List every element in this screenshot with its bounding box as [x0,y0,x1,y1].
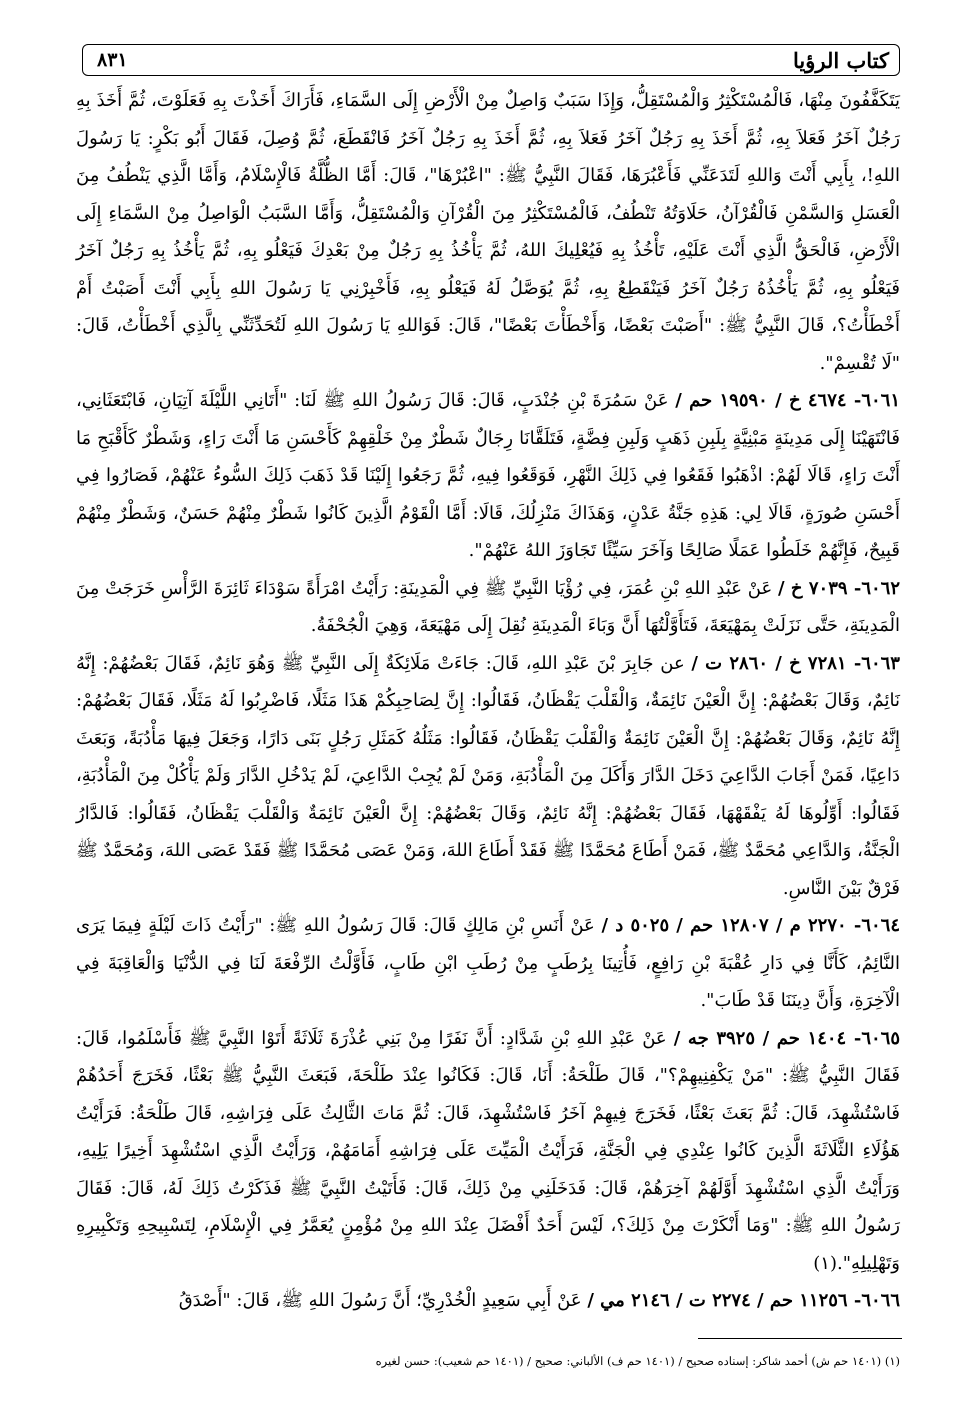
page-header [82,44,900,76]
footnote-divider [698,1338,902,1339]
paragraph-text: يَتَكَفَّفُونَ مِنْهَا، فَالْمُسْتَكْثِرُ وَالْمُسْتَقِلُّ، وَإِذَا سَبَبٌ وَاصِلٌ مِنْ الْأَرْضِ إِلَى السَّمَاءِ، فَأَرَاكَ أَخَذْتَ بِهِ فَعَلَوْتَ، ثُمَّ أَخَذَ بِهِ رَجُلٌ آخَرُ فَعَلاَ بِهِ، ثُمَّ أَخَذَ بِهِ رَجُلٌ آخَرُ فَعَلاَ بِهِ، ثُمَّ أَخَذَ بِهِ رَجُلٌ آخَرُ فَانْقَطَعَ، ثُمَّ وُصِلَ، فَقَالَ أَبُو بَكْرٍ: يَا رَسُولَ اللهِ!، بِأَبِي أَنْتَ وَاللهِ لَتَدَعَنِّي فَأَعْبُرَهَا، فَقَالَ النَّبِيُّ ﷺ: "اعْبُرْهَا"، قَالَ: أَمَّا الظُّلَّةُ فَالْإِسْلَامُ، وَأَمَّا الَّذِي يَنْطُفُ مِنَ الْعَسَلِ وَالسَّمْنِ فَالْقُرْآنُ، حَلَاوَتُهُ تَنْطُفُ، فَالْمُسْتَكْثِرُ مِنَ الْقُرْآنِ وَالْمُسْتَقِلُّ، وَأَمَّا السَّبَبُ الْوَاصِلُ مِنْ السَّمَاءِ إِلَى الْأَرْضِ، فَالْحَقُّ الَّذِي أَنْتَ عَلَيْهِ، تَأْخُذُ بِهِ فَيُعْلِيكَ اللهُ، ثُمَّ يَأْخُذُ بِهِ رَجُلٌ مِنْ بَعْدِكَ فَيَعْلُو بِهِ، ثُمَّ يَأْخُذُ بِهِ رَجُلٌ آخَرُ فَيَعْلُو بِهِ، ثُمَّ يَأْخُذُهُ رَجُلٌ آخَرُ فَيَنْقَطِعُ بِهِ، ثُمَّ يُوَصَّلُ لَهُ فَيَعْلُو بِهِ، فَأَخْبِرْنِي يَا رَسُولَ اللهِ بِأَبِي أَنْتَ أَصَبْتُ أَمْ أَخْطَأْتُ؟، قَالَ النَّبِيُّ ﷺ: "أَصَبْتَ بَعْضًا، وَأَخْطَأْتَ بَعْضًا"، قَالَ: فَوَاللهِ يَا رَسُولَ اللهِ لَتُحَدِّثَنِّي بِالَّذِي أَخْطَأْتُ، قَالَ: "لَا تُقْسِمْ". [76,90,900,374]
hadith-text: عَنْ سَمُرَةَ بْنِ جُنْدَبٍ، قَالَ: قَالَ رَسُولُ اللهِ ﷺ لَنَا: "أَتَانِي اللَّيْلَةَ آتِيَانِ، فَابْتَعَثَانِي، فَانْتَهَيْنَا إِلَى مَدِينَةٍ مَبْنِيَّةٍ بِلَبِنِ ذَهَبٍ وَلَبِنِ فِضَّةٍ، فَتَلَقَّانَا رِجَالٌ شَطْرٌ مِنْ خَلْقِهِمْ كَأَحْسَنِ مَا أَنْتَ رَاءٍ، وَشَطْرٌ كَأَقْبَحِ مَا أَنْتَ رَاءٍ، قَالَا لَهُمْ: اذْهَبُوا فَقَعُوا فِي ذَلِكَ النَّهْرِ، فَوَقَعُوا فِيهِ، ثُمَّ رَجَعُوا إِلَيْنَا قَدْ ذَهَبَ ذَلِكَ السُّوءُ عَنْهُمْ، فَصَارُوا فِي أَحْسَنِ صُورَةٍ، قَالَا لِي: هَذِهِ جَنَّةُ عَدْنٍ، وَهَذَاكَ مَنْزِلُكَ، قَالَا: أَمَّا الْقَوْمُ الَّذِينَ كَانُوا شَطْرٌ مِنْهُمْ حَسَنٌ، وَشَطْرٌ مِنْهُمْ قَبِيحٌ، فَإِنَّهُمْ خَلَطُوا عَمَلًا صَالِحًا وَآخَرَ سَيِّئًا تَجَاوَزَ اللهُ عَنْهُمْ". [76,390,900,561]
page-number: ٨٣١ [97,49,128,71]
hadith-text: عن جَابِرَ بْنَ عَبْدِ اللهِ، قَالَ: جَاءَتْ مَلَائِكَةٌ إِلَى النَّبِيِّ ﷺ وَهُوَ نَائِمٌ، فَقَالَ بَعْضُهُمْ: إِنَّهُ نَائِمٌ، وَقَالَ بَعْضُهُمْ: إِنَّ الْعَيْنَ نَائِمَةٌ، وَالْقَلْبَ يَقْظَانُ، فَقَالُوا: إِنَّ لِصَاحِبِكُمْ هَذَا مَثَلًا، فَاضْرِبُوا لَهُ مَثَلًا، فَقَالَ بَعْضُهُمْ: إِنَّهُ نَائِمٌ، وَقَالَ بَعْضُهُمْ: إِنَّ الْعَيْنَ نَائِمَةٌ وَالْقَلْبَ يَقْظَانُ، فَقَالُوا: مَثَلُهُ كَمَثَلِ رَجُلٍ بَنَى دَارًا، وَجَعَلَ فِيهَا مَأْدُبَةً، وَبَعَثَ دَاعِيًا، فَمَنْ أَجَابَ الدَّاعِيَ دَخَلَ الدَّارَ وَأَكَلَ مِنَ الْمَأْدُبَةِ، وَمَنْ لَمْ يُجِبْ الدَّاعِيَ، لَمْ يَدْخُلِ الدَّارَ وَلَمْ يَأْكُلْ مِنَ الْمَأْدُبَةِ، فَقَالُوا: أَوِّلُوهَا لَهُ يَفْقَهْهَا، فَقَالَ بَعْضُهُمْ: إِنَّهُ نَائِمٌ، وَقَالَ بَعْضُهُمْ: إِنَّ الْعَيْنَ نَائِمَةٌ وَالْقَلْبَ يَقْظَانُ، فَقَالُوا: فَالدَّارُ الْجَنَّةُ، وَالدَّاعِي مُحَمَّدٌ ﷺ، فَمَنْ أَطَاعَ مُحَمَّدًا ﷺ فَقَدْ أَطَاعَ اللهَ، وَمَنْ عَصَى مُحَمَّدًا ﷺ فَقَدْ عَصَى اللهَ، وَمُحَمَّدٌ ﷺ فَرْقٌ بَيْنَ النَّاسِ. [76,652,900,899]
hadith-6062 [76,570,900,645]
hadith-number: ٦٠٦٦- ١١٢٥٦ حم / ٢٢٧٤ ت / ٢١٤٦ مي / [587,1290,900,1311]
hadith-number: ٦٠٦١- ٤٦٧٤ خ / ١٩٥٩٠ حم / [675,390,900,411]
hadith-6063 [76,645,900,908]
footnote: (١) (١٤٠١ حم ش) أحمد شاكر: إسناده صحيح / (١٤٠١ حم ف) الألباني: صحيح / (١٤٠١ حم شعيب): حسن لغيره [375,1354,900,1368]
hadith-number: ٦٠٦٣- ٧٢٨١ خ / ٢٨٦٠ ت / [691,652,900,674]
hadith-text: عَنْ عَبْدِ اللهِ بْنِ عُمَرَ، فِي رُؤْيَا النَّبِيِّ ﷺ فِي الْمَدِينَةِ: رَأَيْتُ امْرَأَةً سَوْدَاءَ ثَائِرَةَ الرَّأْسِ خَرَجَتْ مِنَ الْمَدِينَةِ، حَتَّى نَزَلَتْ بِمَهْيَعَةَ، فَتَأَوَّلْتُهَا أَنَّ وَبَاءَ الْمَدِينَةِ نُقِلَ إِلَى مَهْيَعَةَ، وَهِيَ الْجُحْفَةُ. [76,577,900,636]
hadith-text: عَنْ أَبِي سَعِيدٍ الْخُدْرِيِّ؛ أَنَّ رَسُولَ اللهِ ﷺ، قَالَ: "أَصْدَقُ [178,1290,582,1311]
hadith-text: عَنْ أَنَسِ بْنِ مَالِكٍ قَالَ: قَالَ رَسُولُ اللهِ ﷺ: "رَأَيْتُ ذَاتَ لَيْلَةٍ فِيمَا يَرَى النَّائِمُ، كَأَنَّا فِي دَارِ عُقْبَةَ بْنِ رَافِعٍ، فَأُتِينَا بِرُطَبٍ مِنْ رُطَبِ ابْنِ طَابٍ، فَأَوَّلْتُ الرِّفْعَةَ لَنَا فِي الدُّنْيَا وَالْعَاقِبَةَ فِي الْآخِرَةِ، وَأَنَّ دِينَنَا قَدْ طَابَ". [76,915,900,1011]
book-title: كتاب الرؤيا [792,48,889,73]
hadith-number: ٦٠٦٢- ٧٠٣٩ خ / [778,577,900,599]
hadith-text: عَنْ عَبْدِ اللهِ بْنِ شَدَّادٍ: أَنَّ نَفَرًا مِنْ بَنِي عُذْرَةَ ثَلَاثَةً أَتَوْا النَّبِيَّ ﷺ فَأَسْلَمُوا، قَالَ: فَقَالَ النَّبِيُّ ﷺ: "مَنْ يَكْفِنِيهِمْ؟"، قَالَ طَلْحَةُ: أَنَا، قَالَ: فَكَانُوا عِنْدَ طَلْحَةَ، فَبَعَثَ النَّبِيُّ ﷺ بَعْثًا، فَخَرَجَ أَحَدُهُمْ فَاسْتُشْهِدَ، قَالَ: ثُمَّ بَعَثَ بَعْثًا، فَخَرَجَ فِيهِمْ آخَرُ فَاسْتُشْهِدَ، قَالَ: ثُمَّ مَاتَ الثَّالِثُ عَلَى فِرَاشِهِ، قَالَ طَلْحَةُ: فَرَأَيْتُ هَؤُلَاءِ الثَّلَاثَةَ الَّذِينَ كَانُوا عِنْدِي فِي الْجَنَّةِ، فَرَأَيْتُ الْمَيِّتَ عَلَى فِرَاشِهِ أَمَامَهُمْ، وَرَأَيْتُ الَّذِي اسْتُشْهِدَ أَخِيرًا يَلِيهِ، وَرَأَيْتُ الَّذِي اسْتُشْهِدَ أَوَّلَهُمْ آخِرَهُمْ، قَالَ: فَدَخَلَنِي مِنْ ذَلِكَ، قَالَ: فَأَتَيْتُ النَّبِيَّ ﷺ فَذَكَرْتُ ذَلِكَ لَهُ، قَالَ: فَقَالَ رَسُولُ اللهِ ﷺ: "وَمَا أَنْكَرْتَ مِنْ ذَلِكَ؟، لَيْسَ أَحَدٌ أَفْضَلَ عِنْدَ اللهِ مِنْ مُؤْمِنٍ يُعَمَّرُ فِي الْإِسْلَامِ، لِتَسْبِيحِهِ وَتَكْبِيرِهِ وَتَهْلِيلِهِ".(١) [76,1027,900,1274]
hadith-6065 [76,1020,900,1283]
main-text [76,82,900,1320]
hadith-6066 [76,1282,900,1320]
hadith-number: ٦٠٦٥- ١٤٠٤ حم / ٣٩٢٥ جه / [673,1027,900,1049]
hadith-6064 [76,907,900,1020]
paragraph-continuation [76,82,900,382]
hadith-6061 [76,382,900,570]
hadith-number: ٦٠٦٤- ٢٢٧٠ م / ١٢٨٠٧ حم / ٥٠٢٥ د / [601,915,900,936]
